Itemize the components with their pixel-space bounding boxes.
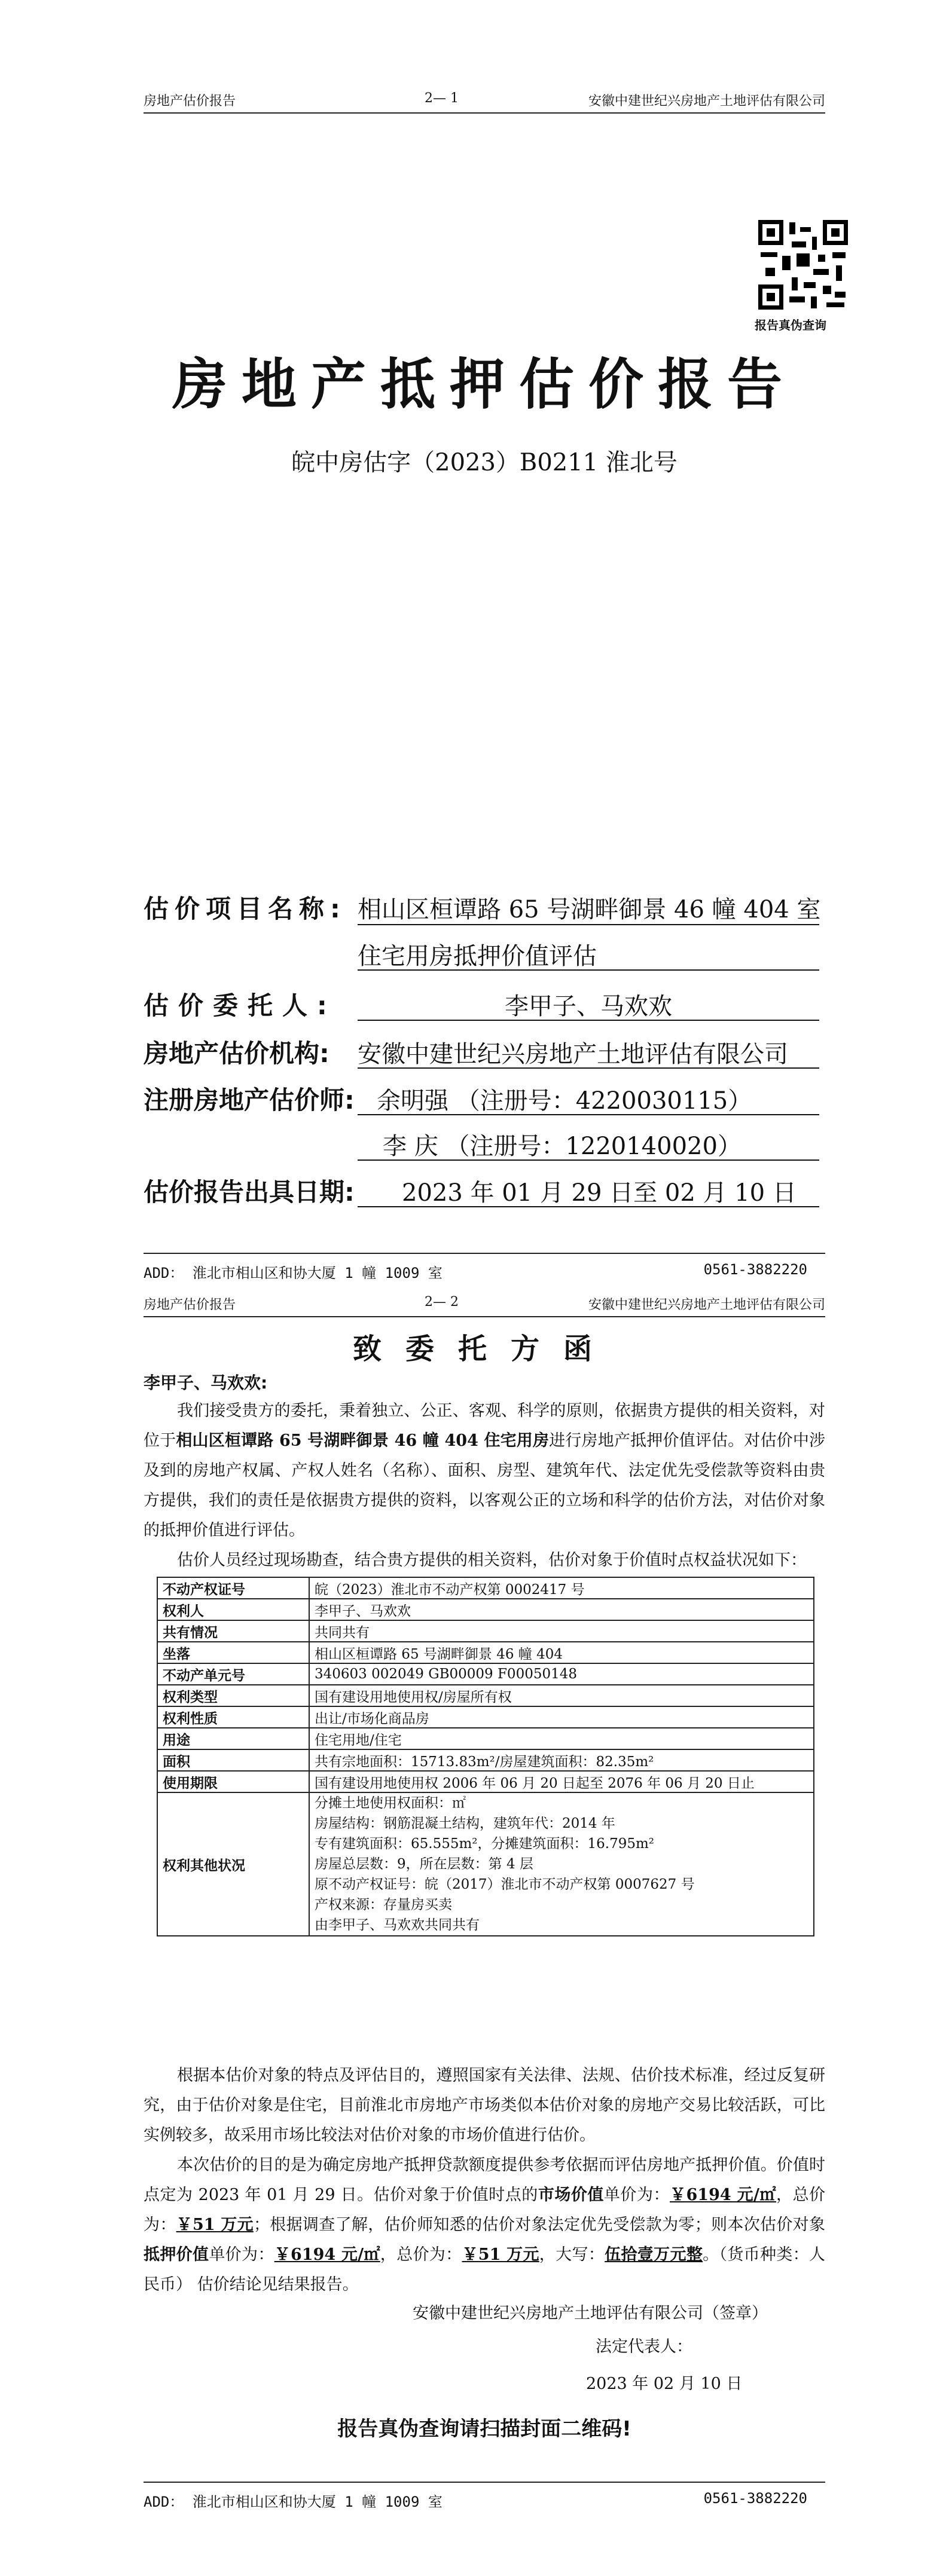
agency-label: 房地产估价机构: <box>144 1039 329 1068</box>
table-key: 权利性质 <box>157 1706 309 1728</box>
other-status-line: 分摊土地使用权面积：㎡ <box>315 1795 466 1811</box>
footer-address: ADD： 淮北市相山区和协大厦 1 幢 1009 室 <box>144 2494 443 2510</box>
report-number: 皖中房估字（2023）B0211 淮北号 <box>291 449 678 476</box>
header-right: 安徽中建世纪兴房地产土地评估有限公司 <box>588 1298 825 1313</box>
header-left: 房地产估价报告 <box>144 94 236 109</box>
qr-caption: 报告真伪查询 <box>755 318 826 332</box>
paragraph-status: 估价人员经过现场勘查，结合贵方提供的相关资料，估价对象于价值时点权益状况如下： <box>177 1551 807 1570</box>
client-label: 估价委托人: <box>144 991 337 1020</box>
page1-header <box>144 88 825 114</box>
scan-notice: 报告真伪查询请扫描封面二维码! <box>337 2417 631 2441</box>
other-status-line: 专有建筑面积：65.555m²，分摊建筑面积：16.795m² <box>315 1836 655 1852</box>
table-value: 住宅用地/住宅 <box>309 1728 814 1749</box>
table-key: 使用期限 <box>157 1771 309 1792</box>
total-in-words: 伍拾壹万元整 <box>605 2245 703 2264</box>
table-row <box>157 1577 814 1599</box>
report-title: 房地产抵押估价报告 <box>172 353 797 417</box>
other-status-line: 房屋结构：钢筋混凝土结构，建筑年代：2014 年 <box>315 1816 615 1831</box>
table-value: 国有建设用地使用权/房屋所有权 <box>309 1685 814 1706</box>
table-key: 不动产权证号 <box>157 1577 309 1599</box>
page2-header <box>144 1292 825 1317</box>
header-right: 安徽中建世纪兴房地产土地评估有限公司 <box>588 94 825 109</box>
property-rights-table <box>157 1577 814 1936</box>
appraiser-1: 余明强 （注册号：4220030115） <box>377 1087 752 1115</box>
table-row <box>157 1728 814 1749</box>
project-underline-1 <box>358 924 819 925</box>
table-key: 用途 <box>157 1728 309 1749</box>
table-row <box>157 1620 814 1642</box>
table-value: 共有宗地面积：15713.83m²/房屋建筑面积：82.35m² <box>309 1749 814 1771</box>
header-page-no: 2— 1 <box>425 91 459 106</box>
table-row <box>157 1792 814 1936</box>
signature-date: 2023 年 02 月 10 日 <box>586 2375 743 2393</box>
market-total-price: ￥51 万元 <box>176 2216 254 2234</box>
mortgage-unit-price: ￥6194 元/㎡ <box>274 2245 380 2264</box>
table-row <box>157 1706 814 1728</box>
table-key: 权利类型 <box>157 1685 309 1706</box>
table-row <box>157 1771 814 1792</box>
table-value-other <box>309 1792 814 1936</box>
table-value: 李甲子、马欢欢 <box>309 1599 814 1620</box>
table-row <box>157 1642 814 1663</box>
issue-date-value: 2023 年 01 月 29 日至 02 月 10 日 <box>402 1179 797 1207</box>
header-left: 房地产估价报告 <box>144 1298 236 1313</box>
signature-representative: 法定代表人： <box>596 2338 692 2356</box>
appraiser-label: 注册房地产估价师: <box>144 1085 355 1115</box>
issue-date-underline <box>358 1206 819 1207</box>
appraiser-underline-2 <box>358 1159 819 1161</box>
table-key: 共有情况 <box>157 1620 309 1642</box>
other-status-line: 房屋总层数：9，所在层数：第 4 层 <box>315 1856 533 1872</box>
footer-address: ADD： 淮北市相山区和协大厦 1 幢 1009 室 <box>144 1265 443 1281</box>
table-row <box>157 1663 814 1685</box>
table-row <box>157 1685 814 1706</box>
table-key: 权利其他状况 <box>157 1792 309 1936</box>
signature-company: 安徽中建世纪兴房地产土地评估有限公司（签章） <box>413 2304 768 2323</box>
table-key: 面积 <box>157 1749 309 1771</box>
table-value: 皖（2023）淮北市不动产权第 0002417 号 <box>309 1577 814 1599</box>
agency-underline <box>358 1067 819 1069</box>
other-status-line: 产权来源：存量房买卖 <box>315 1897 452 1913</box>
client-underline <box>358 1020 819 1021</box>
other-status-line: 原不动产权证号：皖（2017）淮北市不动产权第 0007627 号 <box>315 1877 695 1892</box>
table-value: 国有建设用地使用权 2006 年 06 月 20 日起至 2076 年 06 月 20 日止 <box>309 1771 814 1792</box>
table-row <box>157 1599 814 1620</box>
footer-phone: 0561-3882220 <box>703 1261 807 1278</box>
paragraph-conclusion: 本次估价的目的是为确定房地产抵押贷款额度提供参考依据而评估房地产抵押价值。价值时点定为 2023 年 01 月 29 日。估价对象于价值时点的市场价值单价为：￥6194 元/㎡，总价为：￥51 万元；根据调查了解，估价师知悉的估价对象法定优先受偿款为零；则本次估价对象抵押价值单价为：￥6194 元/㎡，总价为：￥51 万元，大写：伍拾壹万元整。（货币种类：人民币） 估价结论见结果报告。 <box>144 2156 826 2294</box>
issue-date-label: 估价报告出具日期: <box>144 1177 355 1207</box>
other-status-line: 由李甲子、马欢欢共同共有 <box>315 1917 480 1933</box>
paragraph-intro: 我们接受贵方的委托，秉着独立、公正、客观、科学的原则，依据贵方提供的相关资料，对位于相山区桓谭路 65 号湖畔御景 46 幢 404 住宅用房进行房地产抵押价值评估。对估价中涉及到的房地产权属、产权人姓名（名称）、面积、房型、建筑年代、法定优先受偿款等资料由贵方提供，我们的责任是依据贵方提供的资料，以客观公正的立场和科学的估价方法，对估价对象的抵押价值进行评估。 <box>144 1402 826 1540</box>
appraiser-2: 李 庆 （注册号：1220140020） <box>383 1133 741 1160</box>
mortgage-total-price: ￥51 万元 <box>462 2245 539 2264</box>
project-name-line2: 住宅用房抵押价值评估 <box>358 943 597 970</box>
table-value: 共同共有 <box>309 1620 814 1642</box>
table-value: 340603 002049 GB00009 F00050148 <box>309 1663 814 1685</box>
table-key: 坐落 <box>157 1642 309 1663</box>
salutation: 李甲子、马欢欢: <box>144 1373 268 1393</box>
header-page-no: 2— 2 <box>425 1295 459 1310</box>
project-name-line1: 相山区桓谭路 65 号湖畔御景 46 幢 404 室 <box>358 896 821 923</box>
appraiser-underline-1 <box>358 1114 819 1115</box>
paragraph-method: 根据本估价对象的特点及评估目的，遵照国家有关法律、法规、估价技术标准，经过反复研究，由于估价对象是住宅，目前淮北市房地产市场类似本估价对象的房地产交易比较活跃，可比实例较多，故采用市场比较法对估价对象的市场价值进行估价。 <box>144 2066 825 2144</box>
market-unit-price: ￥6194 元/㎡ <box>669 2186 776 2204</box>
table-key: 权利人 <box>157 1599 309 1620</box>
table-key: 不动产单元号 <box>157 1663 309 1685</box>
client-value: 李甲子、马欢欢 <box>505 993 672 1020</box>
property-address: 相山区桓谭路 65 号湖畔御景 46 幢 404 住宅用房 <box>176 1431 550 1450</box>
letter-title: 致委托方函 <box>352 1332 616 1366</box>
table-value: 相山区桓谭路 65 号湖畔御景 46 幢 404 <box>309 1642 814 1663</box>
qr-code-icon[interactable] <box>758 220 848 310</box>
table-row <box>157 1749 814 1771</box>
table-value: 出让/市场化商品房 <box>309 1706 814 1728</box>
agency-value: 安徽中建世纪兴房地产土地评估有限公司 <box>358 1041 788 1068</box>
project-underline-2 <box>358 969 819 971</box>
project-name-label: 估价项目名称: <box>144 894 346 923</box>
footer-phone: 0561-3882220 <box>703 2490 807 2507</box>
